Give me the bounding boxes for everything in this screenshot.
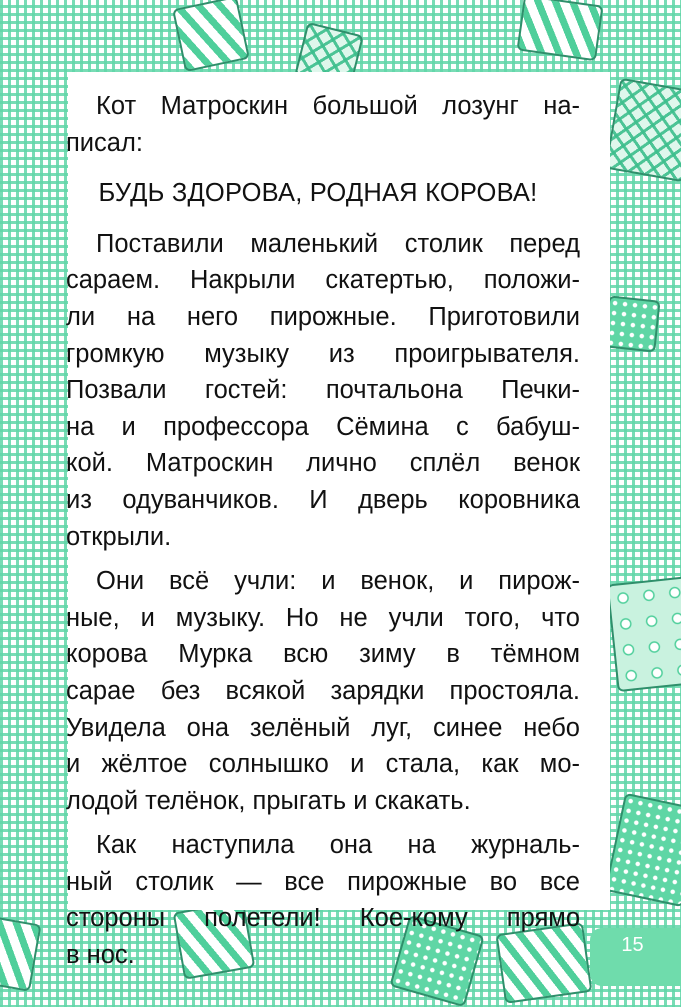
text-line: ли на него пирожные. Приготовили bbox=[66, 302, 580, 331]
decorative-patch-right-upper bbox=[605, 78, 681, 182]
text-line: и жёлтое солнышко и стала, как мо- bbox=[66, 750, 580, 779]
text-line: Поставили маленький столик перед bbox=[96, 229, 580, 258]
text-line: на и профессора Сёмина с бабуш- bbox=[66, 412, 580, 441]
text-line: Как наступила она на журналь- bbox=[96, 831, 580, 860]
slogan: БУДЬ ЗДОРОВА, РОДНАЯ КОРОВА! bbox=[98, 179, 538, 208]
decorative-patch-right-lower bbox=[607, 576, 681, 692]
paragraph-4 bbox=[66, 827, 580, 973]
text-line: Они всё учли: и венок, и пирож- bbox=[96, 567, 580, 596]
text-line: из одуванчиков. И дверь коровника bbox=[66, 485, 580, 514]
text-line: стороны полетели! Кое-кому прямо bbox=[66, 904, 580, 933]
paragraph-3 bbox=[66, 563, 580, 819]
decorative-patch-right-bottom bbox=[604, 793, 681, 907]
text-line: Кот Матроскин большой лозунг на- bbox=[96, 92, 580, 120]
text-line: сараем. Накрыли скатертью, положи- bbox=[66, 266, 580, 295]
decorative-patch-top-right bbox=[516, 0, 603, 61]
paragraph-2 bbox=[66, 226, 580, 555]
text-line: лодой телёнок, прыгать и скакать. bbox=[66, 786, 471, 815]
text-line: в нос. bbox=[66, 941, 135, 970]
text-line: ные, и музыку. Но не учли того, что bbox=[66, 603, 580, 632]
text-line: сарае без всякой зарядки простояла. bbox=[66, 676, 580, 705]
text-line: Увидела она зелёный луг, синее небо bbox=[66, 713, 580, 742]
decorative-patch-right-middle bbox=[603, 295, 660, 352]
text-line: ный столик — все пирожные во все bbox=[66, 867, 580, 896]
page-number-tab bbox=[590, 928, 681, 986]
paragraph-1 bbox=[66, 88, 580, 161]
decorative-patch-bottom-left bbox=[0, 916, 42, 992]
story-text bbox=[66, 88, 580, 974]
decorative-patch-top-left bbox=[172, 0, 250, 72]
text-line: громкую музыку из проигрывателя. bbox=[66, 339, 580, 368]
text-line: писал: bbox=[66, 128, 143, 157]
text-line: Позвали гостей: почтальона Печки- bbox=[66, 376, 580, 405]
text-line: открыли. bbox=[66, 522, 172, 551]
text-line: кой. Матроскин лично сплёл венок bbox=[66, 449, 580, 478]
page-number: 15 bbox=[621, 934, 644, 956]
text-line: корова Мурка всю зиму в тёмном bbox=[66, 640, 580, 669]
